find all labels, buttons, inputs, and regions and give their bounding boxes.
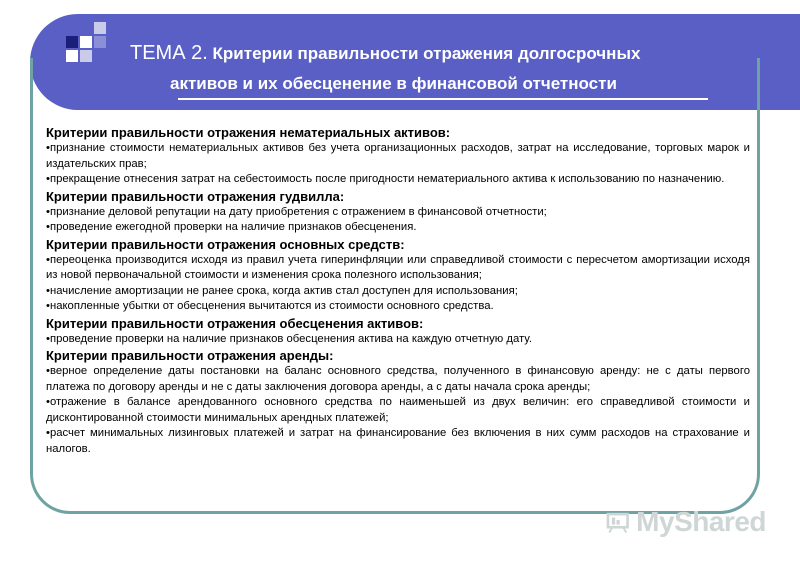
topic-label: ТЕМА 2.	[130, 42, 208, 64]
bullet-item: •признание деловой репутации на дату приобретения с отражением в финансовой отчетности;	[46, 205, 547, 218]
presentation-board-icon	[606, 505, 632, 539]
bullet-item: •накопленные убытки от обесценения вычитаются из стоимости основного средства.	[46, 300, 494, 312]
bullet-item: •начисление амортизации не ранее срока, когда актив стал доступен для использования;	[46, 284, 518, 297]
section-heading: Критерии правильности отражения гудвилла:	[46, 188, 345, 204]
bullet-item: •расчет минимальных лизинговых платежей и затрат на финансирование без включения в них сумм расходов на страхование и налогов.	[46, 427, 750, 455]
watermark	[606, 504, 766, 540]
bullet-item: •проведение ежегодной проверки на наличие признаков обесценения.	[46, 221, 417, 233]
section-heading: Критерии правильности отражения нематериальных активов:	[46, 125, 451, 140]
title-line-2: активов и их обесценение в финансовой отчетности	[170, 74, 617, 93]
section-heading: Критерии правильности отражения основных средств:	[46, 236, 405, 252]
slide-title	[130, 38, 640, 99]
bullet-item: •верное определение даты постановки на баланс основного средства, полученного в финансовую аренду: не с даты первого платежа по договору аренды и не с даты заключения договора аренды, а с даты начала срока аренды;	[46, 365, 750, 393]
title-line-1: Критерии правильности отражения долгосрочных	[212, 44, 641, 63]
title-underline	[178, 98, 708, 100]
slide-logo-icon	[66, 22, 116, 72]
section-heading: Критерии правильности отражения обесценения активов:	[46, 315, 424, 331]
watermark-text: MyShared	[636, 506, 766, 537]
bullet-item: •проведение проверки на наличие признаков обесценения актива на каждую отчетную дату.	[46, 332, 532, 345]
bullet-item: •прекращение отнесения затрат на себестоимость после пригодности нематериального актива к использованию по назначению.	[46, 173, 725, 185]
section-heading: Критерии правильности отражения аренды:	[46, 348, 334, 363]
bullet-item: •признание стоимости нематериальных активов без учета организационных расходов, затрат на исследование, торговых марок и издательских прав;	[46, 142, 750, 170]
bullet-item: •отражение в балансе арендованного основного средства по наименьшей из двух величин: его справедливой стоимости и дисконтированной стоимости минимальных арендных платежей;	[46, 396, 750, 424]
slide-body	[46, 124, 750, 457]
bullet-item: •переоценка производится исходя из правил учета гиперинфляции или справедливой стоимости с пересчетом амортизации исходя из новой первоначальной стоимости и изменения срока полезного использования;	[46, 253, 750, 281]
